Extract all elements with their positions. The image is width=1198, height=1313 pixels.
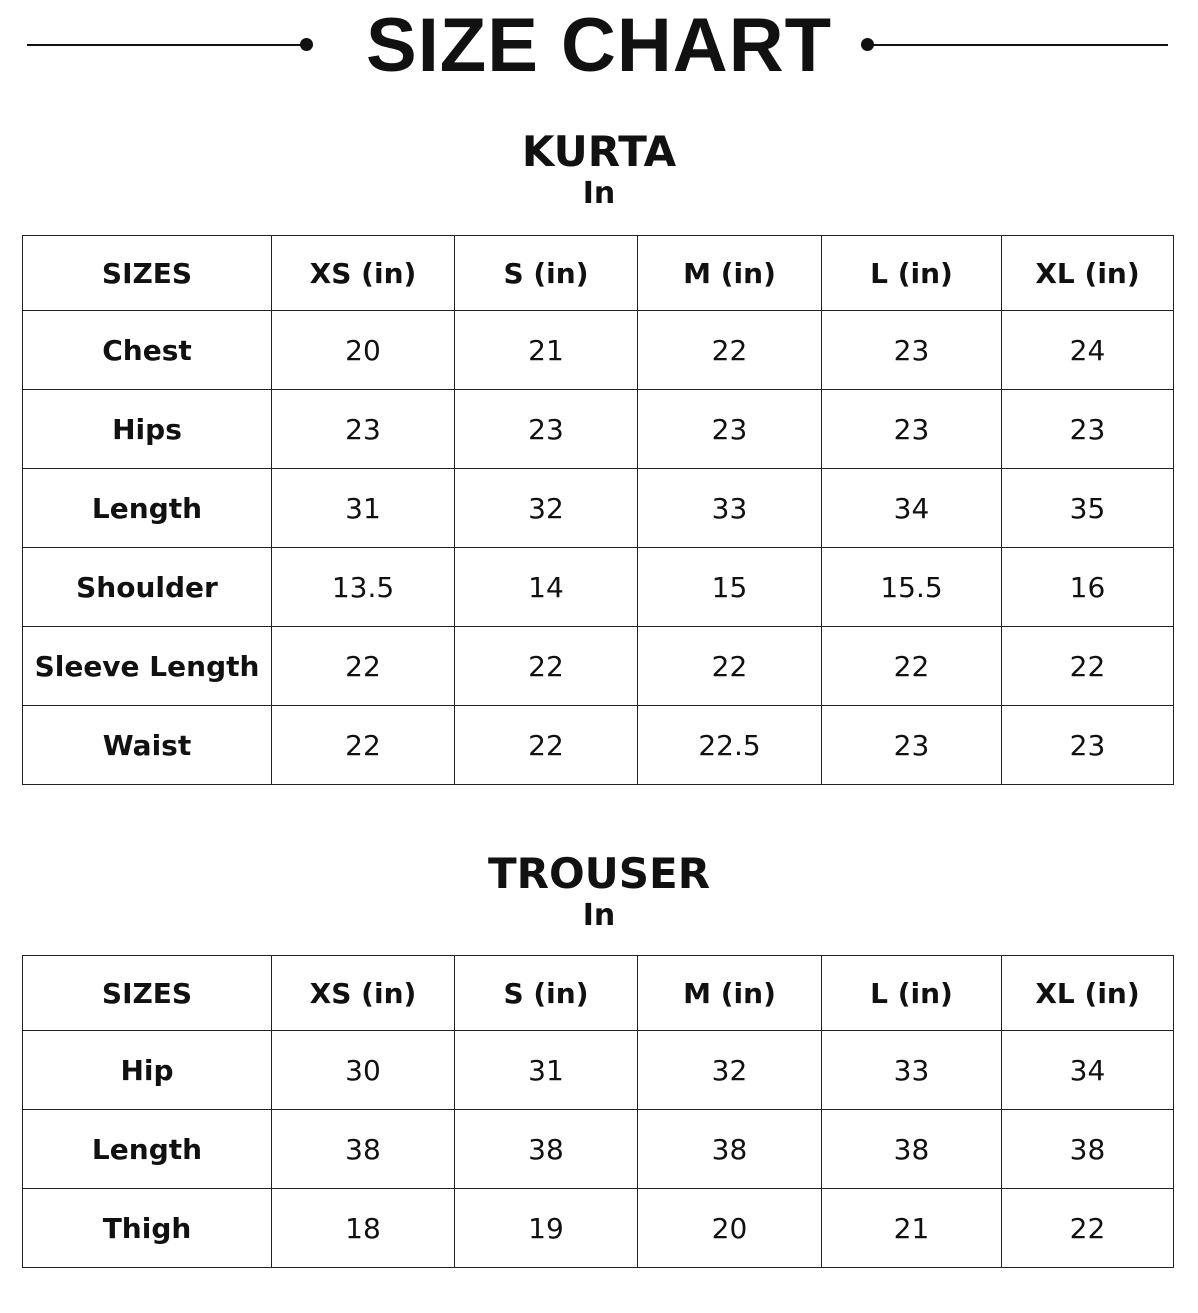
table-cell: 16: [1002, 548, 1174, 627]
trouser-size-table: [22, 955, 1174, 1268]
table-cell: 19: [455, 1189, 638, 1268]
column-header: M (in): [638, 956, 822, 1031]
trouser-section-heading: [0, 850, 1198, 934]
table-cell: 38: [822, 1110, 1002, 1189]
table-row: [23, 1189, 1174, 1268]
table-cell: 32: [455, 469, 638, 548]
table-cell: 22.5: [638, 706, 822, 785]
column-header: L (in): [822, 956, 1002, 1031]
row-label: Shoulder: [23, 548, 272, 627]
table-cell: 34: [1002, 1031, 1174, 1110]
column-header: XL (in): [1002, 236, 1174, 311]
table-row: [23, 627, 1174, 706]
table-cell: 22: [638, 627, 822, 706]
table-row: [23, 1031, 1174, 1110]
table-cell: 30: [272, 1031, 455, 1110]
table-cell: 15: [638, 548, 822, 627]
table-cell: 33: [638, 469, 822, 548]
column-header: M (in): [638, 236, 822, 311]
table-cell: 22: [272, 706, 455, 785]
table-cell: 23: [1002, 706, 1174, 785]
table-cell: 22: [272, 627, 455, 706]
table-cell: 38: [638, 1110, 822, 1189]
row-label: Length: [23, 1110, 272, 1189]
table-cell: 15.5: [822, 548, 1002, 627]
table-cell: 21: [455, 311, 638, 390]
row-label: Length: [23, 469, 272, 548]
table-cell: 31: [455, 1031, 638, 1110]
table-row: [23, 706, 1174, 785]
table-cell: 23: [1002, 390, 1174, 469]
table-cell: 22: [1002, 627, 1174, 706]
title-row: [0, 0, 1198, 92]
column-header: XL (in): [1002, 956, 1174, 1031]
table-cell: 35: [1002, 469, 1174, 548]
trouser-section-unit: In: [582, 898, 616, 933]
table-cell: 22: [1002, 1189, 1174, 1268]
table-cell: 34: [822, 469, 1002, 548]
row-label: Waist: [23, 706, 272, 785]
table-cell: 23: [822, 390, 1002, 469]
title-divider-right: [868, 44, 1168, 46]
column-header: SIZES: [23, 236, 272, 311]
table-header-row: [23, 236, 1174, 311]
table-cell: 23: [822, 706, 1002, 785]
table-cell: 14: [455, 548, 638, 627]
column-header: L (in): [822, 236, 1002, 311]
table-cell: 31: [272, 469, 455, 548]
table-header-row: [23, 956, 1174, 1031]
column-header: SIZES: [23, 956, 272, 1031]
row-label: Chest: [23, 311, 272, 390]
table-cell: 23: [822, 311, 1002, 390]
table-cell: 20: [272, 311, 455, 390]
row-label: Sleeve Length: [23, 627, 272, 706]
trouser-section-title: TROUSER: [487, 849, 711, 898]
table-cell: 22: [455, 706, 638, 785]
column-header: XS (in): [272, 956, 455, 1031]
table-row: [23, 390, 1174, 469]
row-label: Hip: [23, 1031, 272, 1110]
table-cell: 20: [638, 1189, 822, 1268]
table-row: [23, 1110, 1174, 1189]
table-row: [23, 548, 1174, 627]
table-row: [23, 311, 1174, 390]
table-cell: 23: [272, 390, 455, 469]
table-row: [23, 469, 1174, 548]
kurta-size-table: [22, 235, 1174, 785]
page-title: SIZE CHART: [366, 3, 832, 88]
table-cell: 38: [455, 1110, 638, 1189]
row-label: Thigh: [23, 1189, 272, 1268]
table-cell: 38: [272, 1110, 455, 1189]
kurta-section-unit: In: [582, 176, 616, 211]
table-cell: 22: [822, 627, 1002, 706]
table-cell: 33: [822, 1031, 1002, 1110]
table-cell: 32: [638, 1031, 822, 1110]
table-cell: 22: [638, 311, 822, 390]
column-header: XS (in): [272, 236, 455, 311]
table-cell: 38: [1002, 1110, 1174, 1189]
kurta-section-heading: [0, 128, 1198, 212]
table-cell: 13.5: [272, 548, 455, 627]
table-cell: 24: [1002, 311, 1174, 390]
table-cell: 21: [822, 1189, 1002, 1268]
row-label: Hips: [23, 390, 272, 469]
kurta-section-title: KURTA: [521, 127, 677, 176]
table-cell: 23: [455, 390, 638, 469]
table-cell: 18: [272, 1189, 455, 1268]
table-cell: 22: [455, 627, 638, 706]
column-header: S (in): [455, 956, 638, 1031]
column-header: S (in): [455, 236, 638, 311]
table-cell: 23: [638, 390, 822, 469]
